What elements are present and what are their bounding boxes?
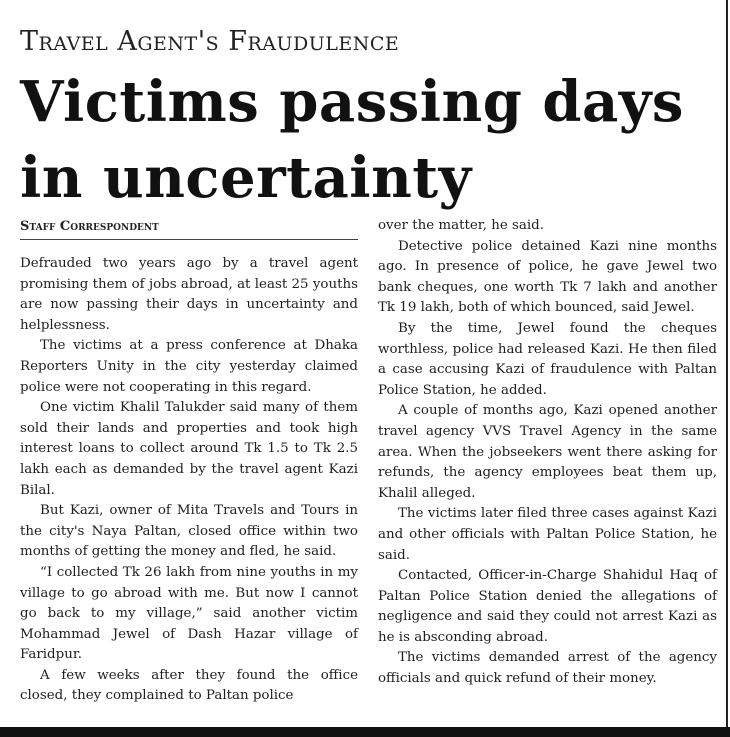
byline: Staff Correspondent	[20, 219, 159, 234]
right-column	[378, 216, 717, 690]
paragraph: “I collected Tk 26 lakh from nine youths in my village to go abroad with me. But now I cannot go back to my village,” said another victim Mohammad Jewel of Dash Hazar village of Faridpur.	[20, 564, 358, 663]
paragraph: But Kazi, owner of Mita Travels and Tours in the city's Naya Paltan, closed office within two months of getting the money and fled, he said.	[20, 503, 358, 560]
paragraph: Contacted, Officer-in-Charge Shahidul Haq of Paltan Police Station denied the allegations of negligence and said they could not arrest Kazi as he is absconding abroad.	[378, 568, 717, 645]
paragraph: Detective police detained Kazi nine months ago. In presence of police, he gave Jewel two bank cheques, one worth Tk 7 lakh and another Tk 19 lakh, both of which bounced, said Jewel.	[378, 238, 717, 316]
paragraph: The victims at a press conference at Dhaka Reporters Unity in the city yesterday claimed police were not cooperating in this regard.	[20, 338, 358, 395]
paragraph: The victims later filed three cases against Kazi and other officials with Paltan Police Station, he said.	[378, 506, 717, 563]
paragraph: A few weeks after they found the office closed, they complained to Paltan police	[20, 667, 358, 704]
byline-rule	[20, 239, 358, 240]
paragraph: over the matter, he said.	[378, 218, 544, 233]
paragraph: The victims demanded arrest of the agency officials and quick refund of their money.	[378, 650, 717, 687]
paragraph: Defrauded two years ago by a travel agent promising them of jobs abroad, at least 25 youths are now passing their days in uncertainty and helplessness.	[20, 256, 358, 333]
column-rule	[726, 0, 728, 737]
paragraph: One victim Khalil Talukder said many of them sold their lands and properties and took high interest loans to collect around Tk 1.5 to Tk 2.5 lakh each as demanded by the travel agent Kazi Bilal.	[20, 400, 358, 498]
paragraph: A couple of months ago, Kazi opened another travel agency VVS Travel Agency in the same area. When the jobseekers went there asking for refunds, the agency employees beat them up, Khalil alleged.	[378, 403, 717, 501]
kicker: Travel Agent's Fraudulence	[20, 26, 400, 57]
left-column	[20, 254, 358, 707]
paragraph: By the time, Jewel found the cheques worthless, police had released Kazi. He then filed a case accusing Kazi of fraudulence with Paltan Police Station, he added.	[378, 320, 717, 398]
headline: Victims passing days in uncertainty	[20, 69, 684, 211]
scan-edge	[0, 727, 730, 737]
